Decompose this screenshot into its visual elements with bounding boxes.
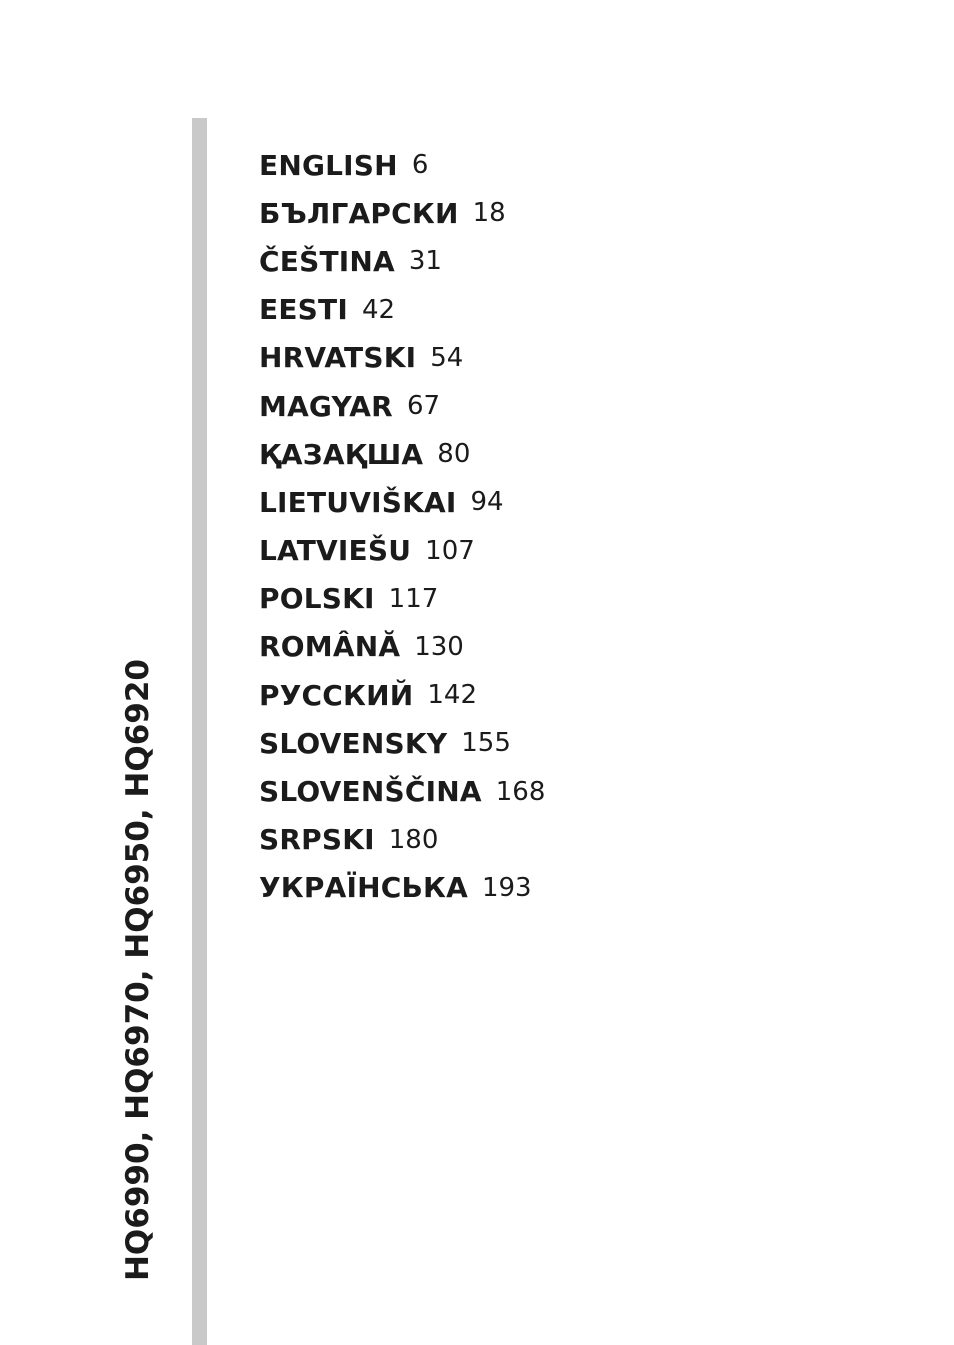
toc-page-number: 180	[388, 824, 439, 855]
model-title: HQ6990, HQ6970, HQ6950, HQ6920	[120, 659, 156, 1282]
toc-language: POLSKI	[259, 582, 375, 616]
toc-page-number: 107	[425, 535, 475, 566]
toc-page-number: 117	[388, 583, 439, 614]
toc-page-number: 6	[411, 150, 429, 181]
toc-language: MAGYAR	[259, 389, 393, 423]
toc-entry[interactable]	[259, 237, 545, 285]
toc-entry[interactable]	[259, 382, 545, 430]
toc-language: SLOVENSKY	[259, 726, 448, 760]
toc-language: LIETUVIŠKAI	[259, 485, 457, 519]
toc-language: SLOVENŠČINA	[259, 775, 482, 809]
toc-language: SRPSKI	[259, 823, 375, 857]
toc-entry[interactable]	[259, 864, 545, 912]
toc-page-number: 130	[414, 631, 464, 662]
toc-page-number: 67	[406, 391, 441, 422]
toc-page-number: 94	[470, 487, 504, 518]
toc-page-number: 142	[427, 680, 478, 711]
toc-entry[interactable]	[259, 141, 545, 189]
toc-language: ČEŠTINA	[259, 244, 395, 278]
toc-entry[interactable]	[259, 189, 545, 237]
toc-language: HRVATSKI	[259, 341, 417, 375]
toc-language: БЪЛГАРСКИ	[259, 196, 459, 230]
toc-entry[interactable]	[259, 527, 545, 575]
toc-language: LATVIEŠU	[259, 534, 412, 568]
toc-entry[interactable]	[259, 767, 545, 815]
toc-entry[interactable]	[259, 623, 545, 671]
toc-language: ҚАЗАҚША	[259, 437, 424, 471]
toc-page-number: 54	[430, 342, 464, 373]
toc-page-number: 155	[461, 728, 511, 759]
toc-entry[interactable]	[259, 575, 545, 623]
toc-language: ROMÂNĂ	[259, 630, 401, 664]
toc-page-number: 42	[361, 294, 396, 325]
toc-entry[interactable]	[259, 671, 545, 719]
toc-entry[interactable]	[259, 478, 545, 526]
toc-language: УКРАЇНСЬКА	[259, 871, 468, 905]
model-title-container	[118, 655, 158, 1285]
toc-entry[interactable]	[259, 430, 545, 478]
toc-entry[interactable]	[259, 816, 545, 864]
toc-page-number: 18	[472, 198, 506, 229]
toc-entry[interactable]	[259, 719, 545, 767]
toc-language: ENGLISH	[259, 148, 398, 182]
toc-language: РУССКИЙ	[259, 678, 414, 712]
toc-page-number: 168	[495, 776, 546, 807]
vertical-divider-bar	[192, 118, 207, 1345]
toc-entry[interactable]	[259, 334, 545, 382]
toc-entry[interactable]	[259, 286, 545, 334]
toc-page-number: 193	[481, 872, 532, 903]
language-table-of-contents	[259, 141, 545, 912]
toc-page-number: 80	[437, 439, 471, 470]
toc-page-number: 31	[408, 246, 442, 277]
toc-language: EESTI	[259, 293, 348, 327]
